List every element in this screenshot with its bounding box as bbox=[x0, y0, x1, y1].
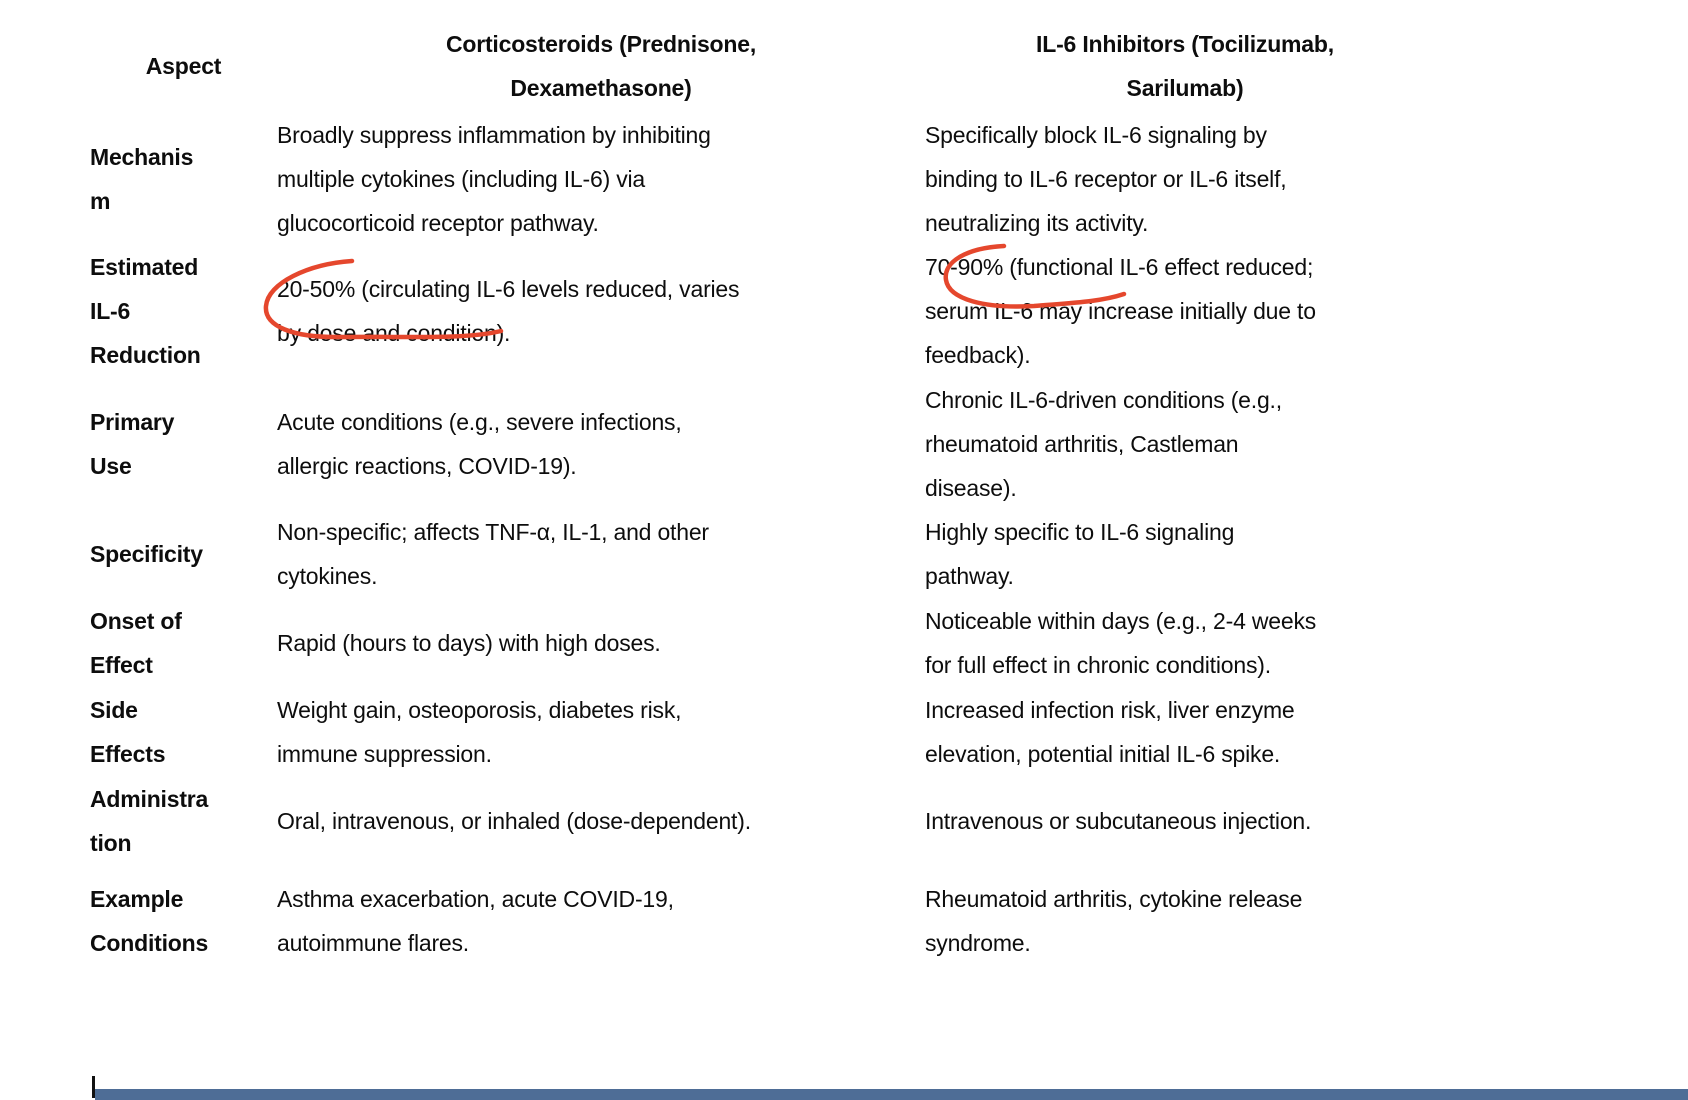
aspect-label-administration: Administra tion bbox=[90, 785, 209, 856]
horizontal-scrollbar[interactable] bbox=[95, 1089, 1688, 1100]
il6-cell-onset: Noticeable within days (e.g., 2-4 weeks for full effect in chronic conditions). bbox=[925, 607, 1317, 678]
corticosteroids-cell-onset: Rapid (hours to days) with high doses. bbox=[277, 629, 661, 656]
aspect-label-side-effects: Side Effects bbox=[90, 696, 166, 767]
corticosteroids-cell-side-effects: Weight gain, osteoporosis, diabetes risk, immune suppression. bbox=[277, 696, 682, 767]
column-header-aspect: Aspect bbox=[145, 53, 222, 79]
il6-cell-primary-use: Chronic IL-6-driven conditions (e.g., rheumatoid arthritis, Castleman disease). bbox=[925, 386, 1282, 501]
il6-cell-mechanism: Specifically block IL-6 signaling by binding to IL-6 receptor or IL-6 itself, neutralizing its activity. bbox=[925, 121, 1287, 236]
corticosteroids-cell-estimated-reduction: 20-50% (circulating IL-6 levels reduced, varies by dose and condition). bbox=[277, 276, 740, 346]
aspect-label-estimated-il6-reduction: Estimated IL-6 Reduction bbox=[90, 254, 201, 368]
aspect-label-specificity: Specificity bbox=[90, 541, 203, 567]
corticosteroids-cell-administration: Oral, intravenous, or inhaled (dose-dependent). bbox=[277, 807, 751, 834]
corticosteroids-cell-specificity: Non-specific; affects TNF-α, IL-1, and other cytokines. bbox=[277, 519, 709, 589]
il6-cell-estimated-reduction: 70-90% (functional IL-6 effect reduced; serum IL-6 may increase initially due to feedback). bbox=[925, 254, 1316, 368]
il6-cell-side-effects: Increased infection risk, liver enzyme elevation, potential initial IL-6 spike. bbox=[925, 696, 1295, 767]
il6-cell-administration: Intravenous or subcutaneous injection. bbox=[925, 807, 1312, 834]
il6-cell-specificity: Highly specific to IL-6 signaling pathway. bbox=[925, 519, 1235, 589]
aspect-label-example-conditions: Example Conditions bbox=[90, 886, 209, 956]
corticosteroids-cell-primary-use: Acute conditions (e.g., severe infections, allergic reactions, COVID-19). bbox=[277, 408, 682, 479]
il6-cell-example-conditions: Rheumatoid arthritis, cytokine release syndrome. bbox=[925, 886, 1303, 956]
corticosteroids-cell-example-conditions: Asthma exacerbation, acute COVID-19, autoimmune flares. bbox=[277, 886, 674, 956]
aspect-label-onset-of-effect: Onset of Effect bbox=[90, 607, 182, 678]
column-header-corticosteroids: Corticosteroids (Prednisone, Dexamethasone) bbox=[445, 31, 757, 101]
column-header-il6-inhibitors: IL-6 Inhibitors (Tocilizumab, Sarilumab) bbox=[1036, 31, 1334, 101]
comparison-table bbox=[90, 20, 1445, 977]
corticosteroids-cell-mechanism: Broadly suppress inflammation by inhibiting multiple cytokines (including IL-6) via glucocorticoid receptor pathway. bbox=[277, 121, 711, 236]
aspect-label-primary-use: Primary Use bbox=[90, 408, 175, 479]
aspect-label-mechanism: Mechanis m bbox=[90, 143, 194, 214]
